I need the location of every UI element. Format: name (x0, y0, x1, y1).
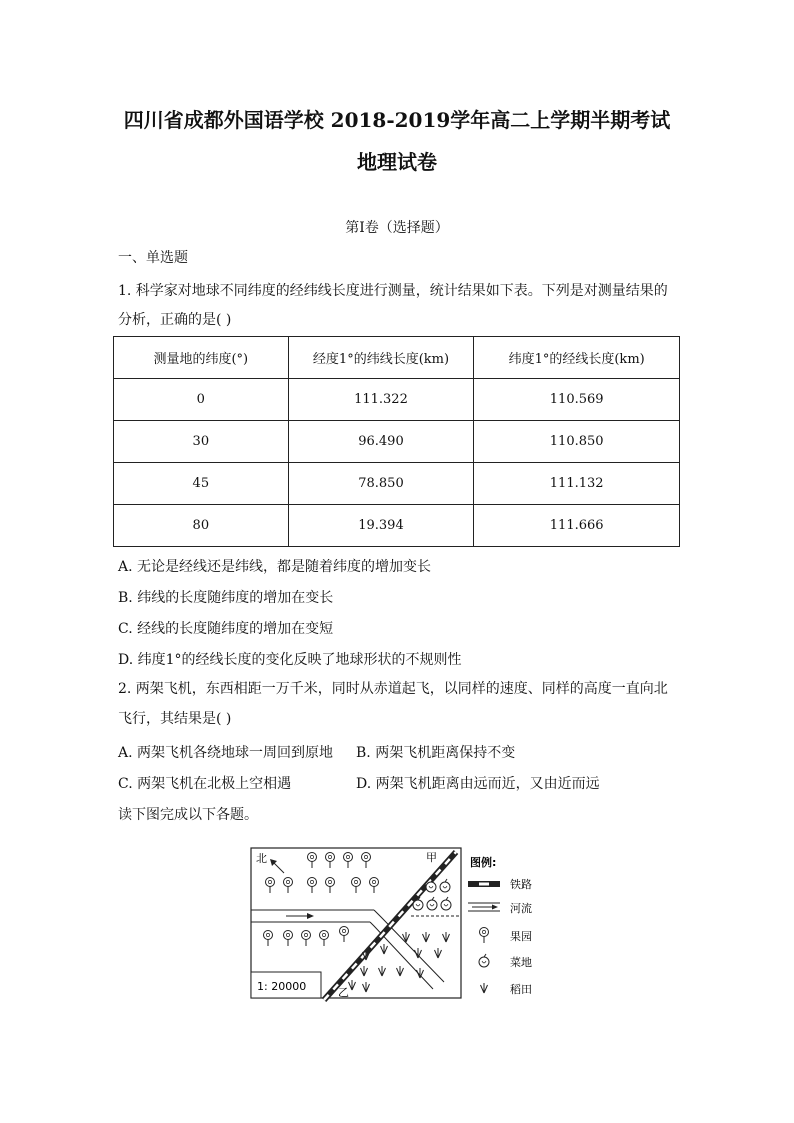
q1-stem-line1: 1. 科学家对地球不同纬度的经纬线长度进行测量，统计结果如下表。下列是对测量结果的 (118, 283, 668, 299)
q2-option-c: C. 两架飞机在北极上空相遇 (118, 776, 292, 792)
q1-option-a: A. 无论是经线还是纬线，都是随着纬度的增加变长 (118, 559, 432, 575)
table-cell: 110.569 (474, 379, 680, 421)
table-cell: 110.850 (474, 421, 680, 463)
q2-stem-line1: 2. 两架飞机，东西相距一万千米，同时从赤道起飞，以同样的速度、同样的高度一直向北 (118, 681, 668, 697)
q1-option-b: B. 纬线的长度随纬度的增加在变长 (118, 590, 334, 606)
table-cell: 78.850 (288, 463, 474, 505)
legend-railway: 铁路 (510, 878, 532, 891)
legend-river: 河流 (510, 902, 532, 915)
table-header: 测量地的纬度(°) (114, 337, 289, 379)
table-row (114, 379, 680, 421)
table-cell: 111.322 (288, 379, 474, 421)
q2-option-d: D. 两架飞机距离由远而近，又由近而远 (356, 776, 600, 792)
table-header-row (114, 337, 680, 379)
land-use-map (248, 844, 538, 1006)
point-jia-label: 甲 (426, 851, 437, 864)
rice-legend-icon (481, 983, 488, 993)
part-label: 一、单选题 (118, 250, 188, 266)
north-label: 北 (256, 852, 267, 865)
river-legend-icon (468, 903, 500, 911)
table-cell: 45 (114, 463, 289, 505)
table-header: 经度1°的纬线长度(km) (288, 337, 474, 379)
table-row (114, 421, 680, 463)
table-row (114, 463, 680, 505)
table-cell: 111.666 (474, 505, 680, 547)
q2-stem-line2: 飞行，其结果是( ) (118, 711, 232, 727)
legend-vegetable: 菜地 (510, 956, 532, 969)
q1-stem-line2: 分析，正确的是( ) (118, 312, 232, 328)
table-cell: 96.490 (288, 421, 474, 463)
q2-option-b: B. 两架飞机距离保持不变 (356, 745, 516, 761)
table-cell: 0 (114, 379, 289, 421)
table-cell: 30 (114, 421, 289, 463)
q1-option-c: C. 经线的长度随纬度的增加在变短 (118, 621, 334, 637)
table-cell: 19.394 (288, 505, 474, 547)
vegetable-legend-icon (479, 954, 489, 967)
table-cell: 111.132 (474, 463, 680, 505)
q1-option-d: D. 纬度1°的经线长度的变化反映了地球形状的不规则性 (118, 652, 462, 668)
table-cell: 80 (114, 505, 289, 547)
railway-legend-icon (468, 881, 500, 887)
q2-option-a: A. 两架飞机各绕地球一周回到原地 (118, 745, 334, 761)
table-header: 纬度1°的经线长度(km) (474, 337, 680, 379)
table-row (114, 505, 680, 547)
point-yi-label: 乙 (338, 986, 349, 999)
section-title: 第I卷（选择题） (345, 220, 449, 236)
legend-orchard: 果园 (510, 930, 532, 943)
page-title: 四川省成都外国语学校 2018-2019学年高二上学期半期考试 (123, 108, 671, 132)
page-subtitle: 地理试卷 (357, 150, 437, 174)
measurement-table (113, 336, 680, 547)
legend-title: 图例: (470, 856, 497, 869)
legend-rice: 稻田 (510, 983, 532, 996)
orchard-legend-icon (480, 928, 489, 944)
scale-label: 1: 20000 (257, 980, 307, 993)
reading-prompt: 读下图完成以下各题。 (118, 807, 258, 823)
